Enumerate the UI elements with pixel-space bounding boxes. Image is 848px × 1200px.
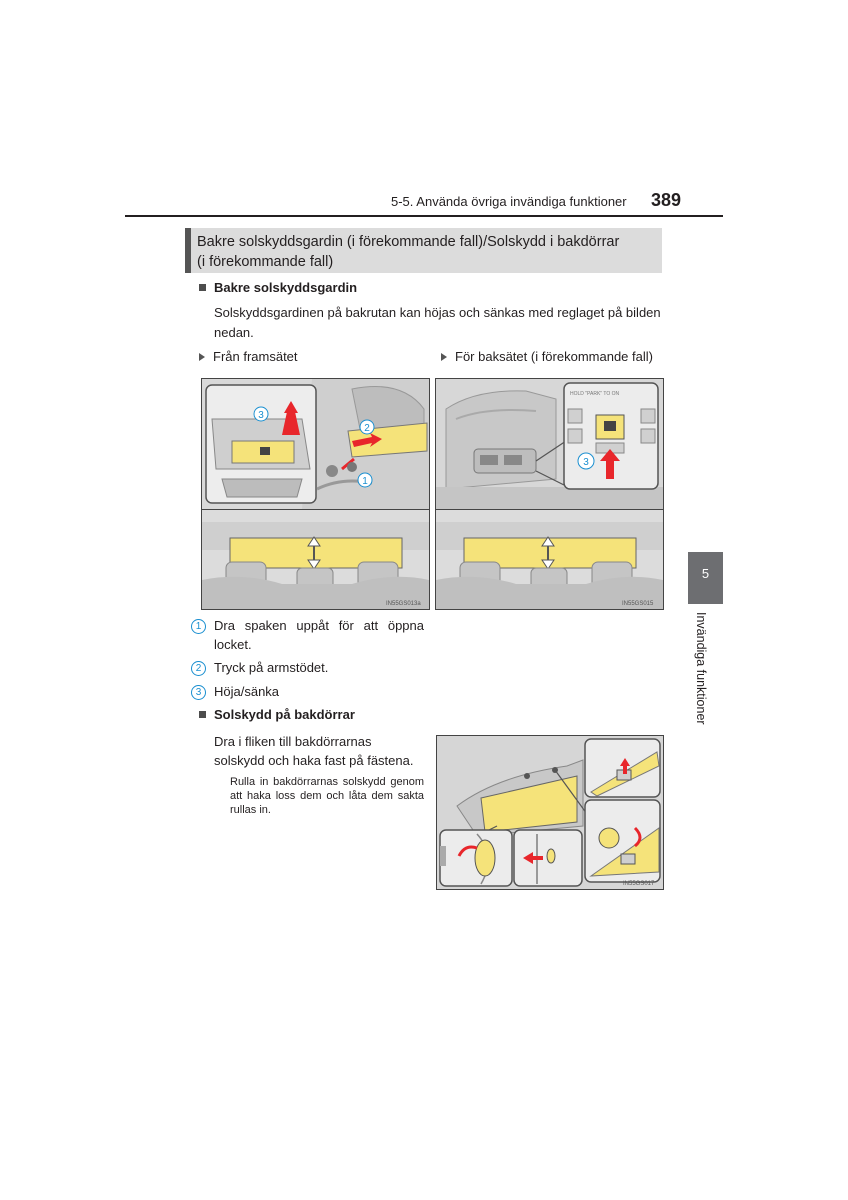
step-number-circle: 1 bbox=[191, 619, 206, 634]
door-shades-note: Rulla in bakdörrarnas solskydd genom att haka loss dem och låta dem sakta rullas in. bbox=[230, 776, 424, 816]
rear-curtain-description: Solskyddsgardinen på bakrutan kan höjas och sänkas med reglaget på bilden nedan. bbox=[214, 305, 661, 340]
section-title bbox=[197, 232, 657, 272]
figure-rear-curtain-front-view bbox=[201, 509, 430, 610]
figure-code-rear: IN55GS015 bbox=[622, 601, 654, 607]
step-3 bbox=[191, 682, 424, 702]
figure-door-shades bbox=[436, 735, 664, 890]
subheading-rear-curtain bbox=[199, 280, 357, 295]
step-3-text: Höja/sänka bbox=[214, 684, 280, 699]
step-number-circle: 3 bbox=[191, 685, 206, 700]
page-number: 389 bbox=[651, 190, 682, 210]
figure-front-console bbox=[201, 378, 430, 510]
svg-text:3: 3 bbox=[258, 410, 264, 421]
triangle-bullet-icon bbox=[199, 353, 205, 361]
triangle-bullet-icon bbox=[441, 353, 447, 361]
figure-rear-curtain-rear-view bbox=[435, 509, 664, 610]
step-2-text: Tryck på armstödet. bbox=[214, 660, 329, 675]
square-bullet-icon bbox=[199, 284, 206, 291]
section-title-line1: Bakre solskyddsgardin (i förekommande fall)/Solskydd i bakdörrar bbox=[197, 234, 620, 250]
svg-text:1: 1 bbox=[362, 476, 368, 487]
square-bullet-icon bbox=[199, 711, 206, 718]
label-from-front-seat-text: Från framsätet bbox=[213, 349, 298, 364]
step-1 bbox=[191, 616, 424, 656]
step-2 bbox=[191, 658, 424, 678]
figure-code-door: IN55GS017 bbox=[623, 881, 655, 887]
label-from-front-seat bbox=[199, 349, 298, 364]
running-header-section: 5-5. Använda övriga invändiga funktioner bbox=[391, 194, 627, 209]
header-rule bbox=[125, 215, 723, 217]
figure-code-front: IN55GS013a bbox=[386, 601, 421, 607]
subheading-rear-curtain-text: Bakre solskyddsgardin bbox=[214, 280, 358, 295]
step-1-text: Dra spaken uppåt för att öppna locket. bbox=[214, 618, 424, 652]
label-for-rear-seat bbox=[441, 349, 653, 364]
subheading-door-shades bbox=[199, 707, 355, 722]
svg-text:HOLD "PARK" TO ON: HOLD "PARK" TO ON bbox=[570, 391, 620, 397]
door-shades-description: Dra i fliken till bakdörrarnas solskydd och haka fast på fästena. bbox=[214, 734, 414, 768]
label-for-rear-seat-text: För baksätet (i förekommande fall) bbox=[455, 349, 653, 364]
step-number-circle: 2 bbox=[191, 661, 206, 676]
section-title-line2: (i förekommande fall) bbox=[197, 254, 334, 270]
svg-text:3: 3 bbox=[583, 457, 589, 468]
figure-rear-seat-control bbox=[435, 378, 664, 510]
chapter-title-vertical: Invändiga funktioner bbox=[694, 612, 708, 725]
chapter-tab: 5 bbox=[688, 552, 723, 604]
subheading-door-shades-text: Solskydd på bakdörrar bbox=[214, 707, 355, 722]
svg-text:2: 2 bbox=[364, 423, 370, 434]
